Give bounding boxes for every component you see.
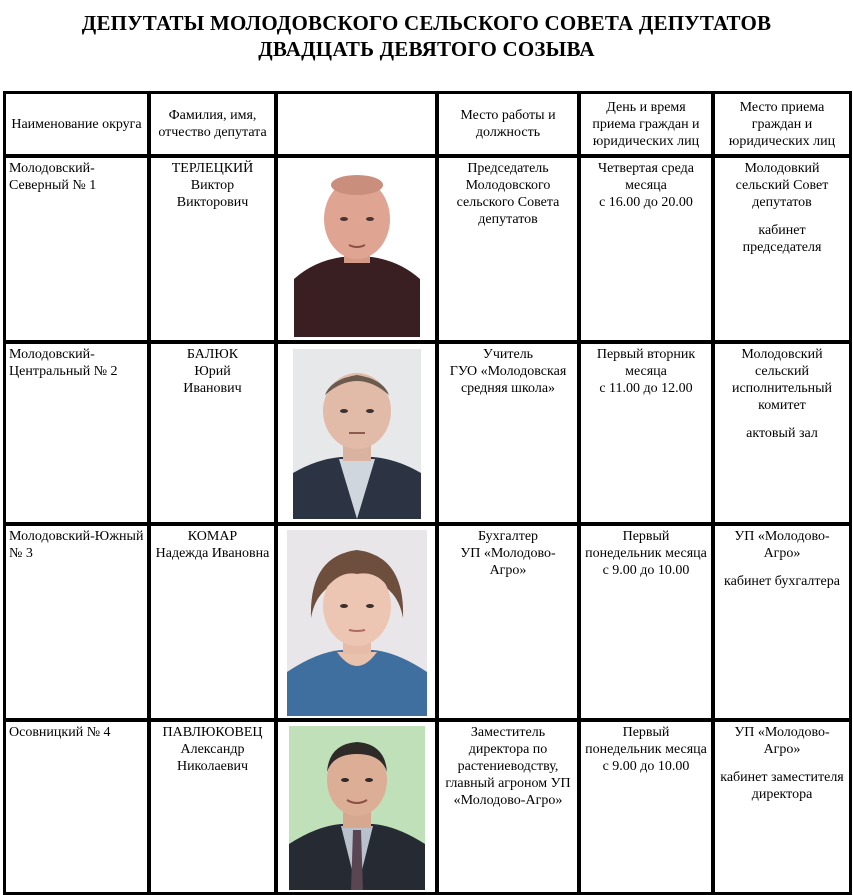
photo-cell [276, 342, 437, 524]
deputy-name-cell [149, 720, 276, 894]
district-cell: Молодовский-Центральный № 2 [4, 342, 149, 524]
deputy-name-cell [149, 156, 276, 342]
deputy-patronymic: Николаевич [176, 759, 249, 774]
reception-hours: с 11.00 до 12.00 [599, 381, 693, 396]
table-row [4, 156, 851, 342]
district-cell: Молодовский-Южный № 3 [4, 524, 149, 720]
work-cell: Заместитель директора по растениеводству, главный агроном УП «Молодово-Агро» [437, 720, 579, 894]
header-photo [276, 92, 437, 156]
deputy-surname: КОМАР [187, 529, 238, 544]
reception-place: Молодовкий сельский Совет депутатов [735, 161, 829, 210]
page-title-line-1: ДЕПУТАТЫ МОЛОДОВСКОГО СЕЛЬСКОГО СОВЕТА ДЕПУТАТОВ [81, 11, 772, 35]
table-row [4, 342, 851, 524]
header-name: Фамилия, имя, отчество депутата [149, 92, 276, 156]
reception-place: УП «Молодово-Агро» [734, 529, 830, 561]
deputy-photo [289, 726, 425, 890]
district-cell: Осовницкий № 4 [4, 720, 149, 894]
reception-place: Молодовский сельский исполнительный комитет [731, 347, 833, 413]
deputy-surname: ТЕРЛЕЦКИЙ [171, 161, 254, 176]
reception-place: УП «Молодово-Агро» [734, 725, 830, 757]
reception-day: Первый понедельник месяца [585, 529, 707, 561]
page-title-line-2: ДВАДЦАТЬ ДЕВЯТОГО СОЗЫВА [258, 37, 595, 61]
reception-time-cell [579, 720, 713, 894]
deputy-surname: ПАВЛЮКОВЕЦ [162, 725, 263, 740]
reception-place-cell [713, 524, 851, 720]
deputy-full-name: Надежда Ивановна [155, 546, 270, 561]
reception-hours: с 9.00 до 10.00 [602, 759, 690, 774]
deputy-name-cell [149, 342, 276, 524]
deputy-photo [293, 349, 421, 519]
reception-day: Четвертая среда месяца [597, 161, 694, 193]
photo-cell [276, 720, 437, 894]
header-work: Место работы и должность [437, 92, 579, 156]
work-position: Учитель [482, 347, 534, 362]
page-title [0, 10, 853, 62]
reception-room: кабинет председателя [742, 223, 822, 255]
deputy-patronymic: Иванович [183, 381, 242, 396]
reception-hours: с 16.00 до 20.00 [599, 195, 693, 210]
work-cell [437, 524, 579, 720]
work-cell: Председатель Молодовского сельского Совета депутатов [437, 156, 579, 342]
header-district: Наименование округа [4, 92, 149, 156]
deputy-first-name: Виктор [190, 178, 235, 193]
reception-time-cell [579, 524, 713, 720]
reception-room: кабинет бухгалтера [724, 574, 840, 589]
reception-place-cell [713, 342, 851, 524]
deputy-photo [287, 530, 427, 716]
work-cell [437, 342, 579, 524]
district-cell: Молодовский-Северный № 1 [4, 156, 149, 342]
deputy-patronymic: Викторович [176, 195, 249, 210]
header-reception-time: День и время приема граждан и юридических лиц [579, 92, 713, 156]
reception-time-cell [579, 156, 713, 342]
table-header-row [4, 92, 851, 156]
reception-day: Первый вторник месяца [596, 347, 696, 379]
work-organization: УП «Молодово-Агро» [460, 546, 556, 578]
work-position: Бухгалтер [477, 529, 539, 544]
deputies-table [3, 91, 852, 895]
reception-room: кабинет заместителя директора [720, 770, 844, 802]
deputy-first-name: Александр [180, 742, 245, 757]
photo-cell [276, 156, 437, 342]
photo-cell [276, 524, 437, 720]
reception-time-cell [579, 342, 713, 524]
deputy-first-name: Юрий [194, 364, 231, 379]
table-row [4, 720, 851, 894]
reception-place-cell [713, 156, 851, 342]
table-row [4, 524, 851, 720]
deputy-photo [294, 161, 420, 337]
deputy-surname: БАЛЮК [186, 347, 239, 362]
reception-hours: с 9.00 до 10.00 [602, 563, 690, 578]
reception-room: актовый зал [746, 426, 818, 441]
work-organization: ГУО «Молодовская средняя школа» [449, 364, 567, 396]
header-reception-place: Место приема граждан и юридических лиц [713, 92, 851, 156]
reception-place-cell [713, 720, 851, 894]
reception-day: Первый понедельник месяца [585, 725, 707, 757]
deputy-name-cell [149, 524, 276, 720]
